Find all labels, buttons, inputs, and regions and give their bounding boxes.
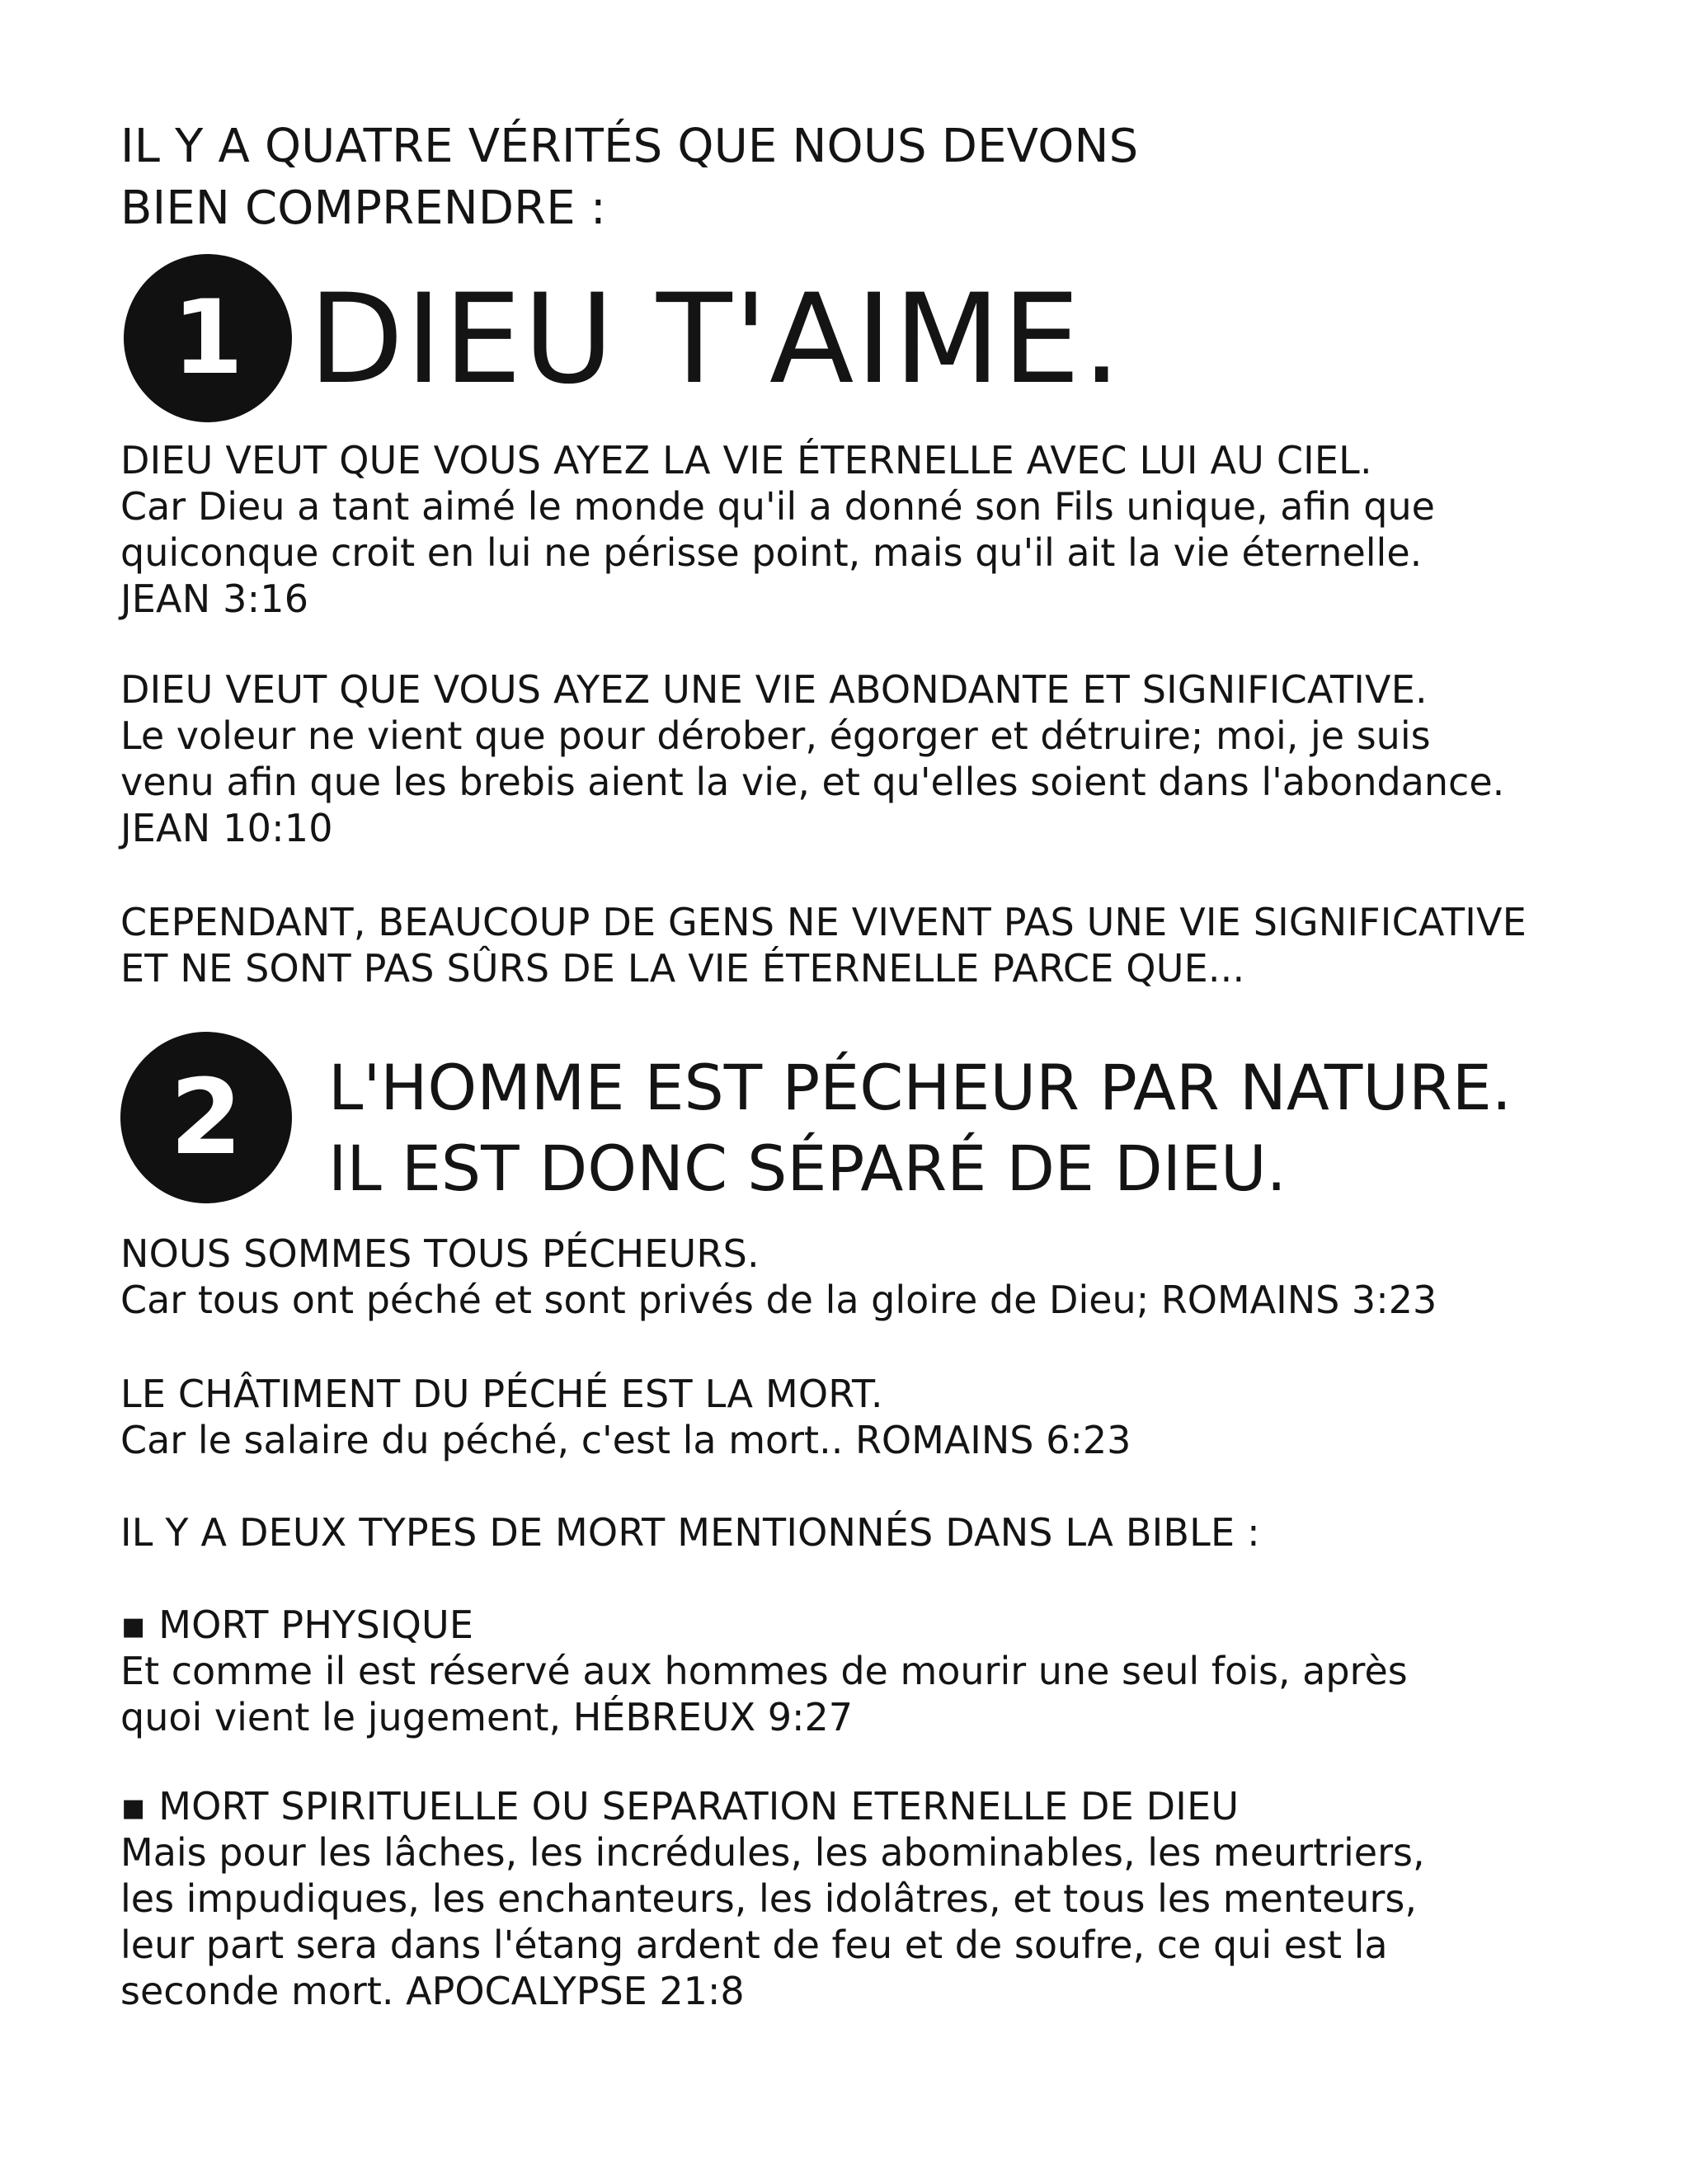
truth-1-heading: DIEU T'AIME.: [308, 268, 1123, 412]
transition-line-2: ET NE SONT PAS SÛRS DE LA VIE ÉTERNELLE PARCE QUE...: [120, 946, 1245, 991]
truth-2-block-3: [120, 1509, 1588, 1556]
verse-line: Et comme il est réservé aux hommes de mourir une seul fois, après: [120, 1649, 1408, 1693]
block-title: DIEU VEUT QUE VOUS AYEZ UNE VIE ABONDANTE ET SIGNIFICATIVE.: [120, 667, 1428, 712]
verse-line: les impudiques, les enchanteurs, les idolâtres, et tous les menteurs,: [120, 1876, 1417, 1921]
verse-line: Car tous ont péché et sont privés de la gloire de Dieu; ROMAINS 3:23: [120, 1278, 1437, 1322]
verse-line: seconde mort. APOCALYPSE 21:8: [120, 1969, 745, 2013]
block-title: DIEU VEUT QUE VOUS AYEZ LA VIE ÉTERNELLE AVEC LUI AU CIEL.: [120, 438, 1372, 482]
intro-heading: [120, 115, 1605, 239]
truth-1-block-2: [120, 666, 1588, 851]
bullet-title: ▪ MORT SPIRITUELLE OU SEPARATION ETERNELLE DE DIEU: [120, 1784, 1240, 1829]
verse-line: leur part sera dans l'étang ardent de feu et de soufre, ce qui est la: [120, 1923, 1388, 1967]
verse-reference: JEAN 10:10: [120, 806, 333, 850]
truth-2-block-physical-death: [120, 1602, 1588, 1740]
verse-line: quoi vient le jugement, HÉBREUX 9:27: [120, 1695, 854, 1739]
truth-2-heading: [328, 1047, 1512, 1209]
intro-line-2: BIEN COMPRENDRE :: [120, 181, 606, 235]
truth-2-heading-line-1: L'HOMME EST PÉCHEUR PAR NATURE.: [328, 1051, 1512, 1124]
truth-2-block-2: [120, 1371, 1588, 1463]
bullet-title: ▪ MORT PHYSIQUE: [120, 1603, 474, 1647]
truth-2-heading-line-2: IL EST DONC SÉPARÉ DE DIEU.: [328, 1132, 1287, 1205]
verse-line: Car Dieu a tant aimé le monde qu'il a donné son Fils unique, afin que: [120, 484, 1435, 529]
block-title: NOUS SOMMES TOUS PÉCHEURS.: [120, 1231, 760, 1276]
verse-reference: JEAN 3:16: [120, 577, 309, 621]
truth-2-number-badge: 2: [120, 1032, 292, 1203]
verse-line: venu afin que les brebis aient la vie, et qu'elles soient dans l'abondance.: [120, 760, 1505, 804]
truth-2-block-1: [120, 1231, 1588, 1323]
intro-line-1: IL Y A QUATRE VÉRITÉS QUE NOUS DEVONS: [120, 120, 1139, 173]
truth-1-number-badge: 1: [124, 254, 292, 422]
verse-line: Le voleur ne vient que pour dérober, égorger et détruire; moi, je suis: [120, 713, 1431, 758]
verse-line: Mais pour les lâches, les incrédules, les abominables, les meurtriers,: [120, 1830, 1425, 1875]
truth-1-block-1: [120, 437, 1588, 622]
verse-line: Car le salaire du péché, c'est la mort.. ROMAINS 6:23: [120, 1418, 1131, 1462]
truth-1-block-3: [120, 899, 1588, 991]
truth-2-block-spiritual-death: [120, 1783, 1588, 2014]
block-title: LE CHÂTIMENT DU PÉCHÉ EST LA MORT.: [120, 1372, 883, 1416]
block-title: IL Y A DEUX TYPES DE MORT MENTIONNÉS DANS LA BIBLE :: [120, 1510, 1260, 1555]
verse-line: quiconque croit en lui ne périsse point, mais qu'il ait la vie éternelle.: [120, 530, 1423, 575]
transition-line-1: CEPENDANT, BEAUCOUP DE GENS NE VIVENT PAS UNE VIE SIGNIFICATIVE: [120, 900, 1527, 944]
